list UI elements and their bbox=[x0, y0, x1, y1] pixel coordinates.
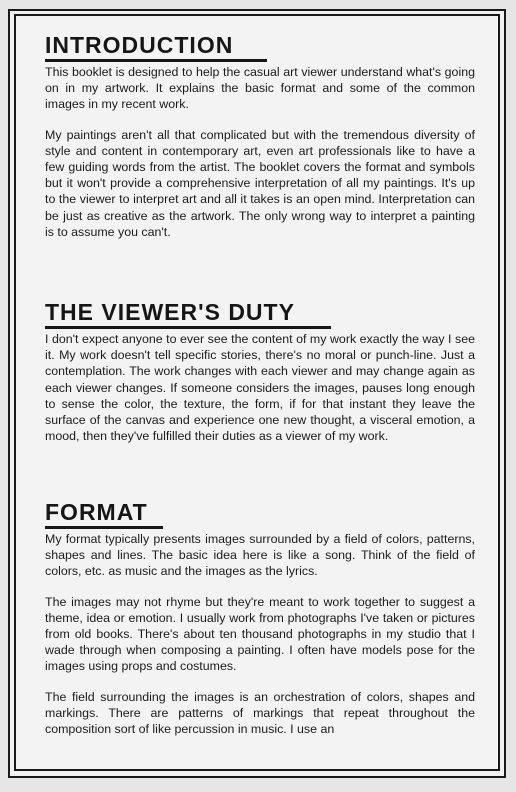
paragraph: I don't expect anyone to ever see the content of my work exactly the way I see it. My work doesn't tell specific stories, there's no moral or punch-line. Just a contemplation. The work changes with each viewer and may change again as each viewer changes. If someone considers the images, pauses long enough to sense the color, the texture, the form, if for that instant they leave the surface of the canvas and experience one new thought, a visceral emotion, a mood, then they've fulfilled their duties as a viewer of my work. bbox=[45, 332, 475, 444]
section-introduction bbox=[45, 32, 475, 240]
paragraph: My format typically presents images surrounded by a field of colors, patterns, shapes and lines. The basic idea here is like a song. Think of the field of colors, etc. as music and the images as the lyrics. bbox=[45, 532, 475, 579]
heading-underline bbox=[45, 59, 267, 62]
paragraph: The field surrounding the images is an orchestration of colors, shapes and markings. There are patterns of markings that repeat throughout the composition sort of like percussion in music. I use an bbox=[45, 689, 475, 737]
heading-underline bbox=[45, 526, 163, 529]
heading-underline bbox=[45, 326, 331, 329]
section-heading-introduction: INTRODUCTION bbox=[45, 32, 234, 58]
paragraph: My paintings aren't all that complicated but with the tremendous diversity of style and content in contemporary art, even art professionals like to have a few guiding words from the artist. The booklet covers the format and symbols but it won't provide a comprehensive interpretation of all my paintings. It's up to the viewer to interpret art and all it takes is an open mind. Interpretation can be just as creative as the artwork. The only wrong way to interpret a painting is to assume you can't. bbox=[45, 127, 475, 239]
section-format bbox=[45, 499, 475, 737]
paragraph: The images may not rhyme but they're meant to work together to suggest a theme, idea or emotion. I usually work from photographs I've taken or pictures from old books. There's about ten thousand photographs in my studio that I wade through when composing a painting. I often have models pose for the images using props and costumes. bbox=[45, 594, 475, 674]
section-viewers-duty bbox=[45, 299, 475, 444]
section-heading-viewers-duty: THE VIEWER'S DUTY bbox=[45, 299, 295, 325]
section-heading-format: FORMAT bbox=[45, 499, 148, 525]
paragraph: This booklet is designed to help the casual art viewer understand what's going on in my artwork. It explains the basic format and some of the common images in my recent work. bbox=[45, 65, 475, 112]
